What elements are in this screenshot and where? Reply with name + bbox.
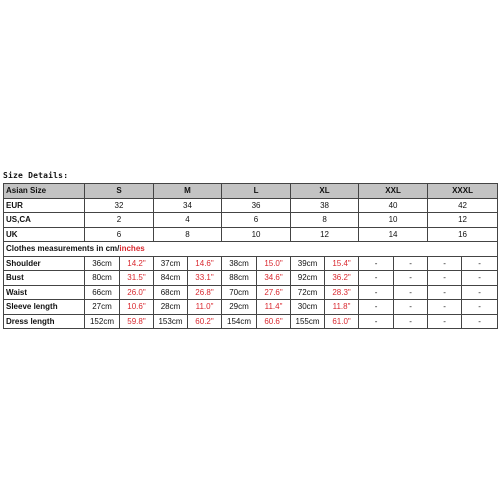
conversion-cell: 8 [154,227,222,242]
row-label: Waist [4,285,85,300]
size-header-cell: M [154,184,222,199]
cm-cell: 38cm [222,256,257,271]
inch-cell: 15.0" [257,256,291,271]
conversion-cell: 40 [359,198,428,213]
inch-cell: 10.6" [120,300,154,315]
empty-cell: - [359,256,394,271]
conversion-cell: 42 [428,198,498,213]
size-header-cell: S [85,184,154,199]
inch-cell: 15.4" [325,256,359,271]
empty-cell: - [394,314,428,329]
cm-cell: 66cm [85,285,120,300]
measurements-section-heading [4,242,498,257]
conversion-cell: 12 [428,213,498,228]
row-label: US,CA [4,213,85,228]
inch-cell: 60.2" [188,314,222,329]
cm-cell: 70cm [222,285,257,300]
conversion-cell: 34 [154,198,222,213]
size-header-cell: XL [291,184,359,199]
asian-size-label: Asian Size [4,184,85,199]
row-label: Dress length [4,314,85,329]
empty-cell: - [462,285,498,300]
cm-cell: 37cm [154,256,188,271]
measurement-row-shoulder [4,256,498,271]
inch-cell: 27.6" [257,285,291,300]
cm-cell: 30cm [291,300,325,315]
measurement-row-sleeve-length [4,300,498,315]
row-label: UK [4,227,85,242]
cm-cell: 92cm [291,271,325,286]
cm-cell: 28cm [154,300,188,315]
inch-cell: 61.0" [325,314,359,329]
measurement-row-bust [4,271,498,286]
conversion-row-us-ca [4,213,498,228]
cm-cell: 68cm [154,285,188,300]
row-label: Shoulder [4,256,85,271]
inch-cell: 60.6" [257,314,291,329]
empty-cell: - [428,285,462,300]
conversion-cell: 36 [222,198,291,213]
row-label: Sleeve length [4,300,85,315]
row-label: Bust [4,271,85,286]
conversion-cell: 14 [359,227,428,242]
empty-cell: - [359,300,394,315]
conversion-cell: 4 [154,213,222,228]
conversion-row-eur [4,198,498,213]
cm-cell: 154cm [222,314,257,329]
measurements-section-row [4,242,498,257]
inch-cell: 34.6" [257,271,291,286]
conversion-cell: 8 [291,213,359,228]
empty-cell: - [359,285,394,300]
cm-cell: 88cm [222,271,257,286]
section-prefix: Clothes measurements in cm/ [6,244,120,254]
cm-cell: 80cm [85,271,120,286]
conversion-cell: 38 [291,198,359,213]
conversion-cell: 6 [85,227,154,242]
empty-cell: - [462,300,498,315]
empty-cell: - [394,285,428,300]
cm-cell: 72cm [291,285,325,300]
inch-cell: 11.0" [188,300,222,315]
header-row [4,184,498,199]
size-header-cell: XXL [359,184,428,199]
cm-cell: 155cm [291,314,325,329]
empty-cell: - [359,271,394,286]
empty-cell: - [394,271,428,286]
empty-cell: - [428,271,462,286]
empty-cell: - [428,314,462,329]
conversion-cell: 32 [85,198,154,213]
conversion-row-uk [4,227,498,242]
size-details-title: Size Details: [3,171,69,180]
inch-cell: 26.0" [120,285,154,300]
inch-cell: 14.2" [120,256,154,271]
cm-cell: 84cm [154,271,188,286]
conversion-cell: 16 [428,227,498,242]
cm-cell: 36cm [85,256,120,271]
empty-cell: - [462,256,498,271]
inch-cell: 14.6" [188,256,222,271]
inch-cell: 11.4" [257,300,291,315]
inch-cell: 36.2" [325,271,359,286]
cm-cell: 29cm [222,300,257,315]
inch-cell: 11.8" [325,300,359,315]
section-suffix-inches: inches [119,244,145,254]
empty-cell: - [394,300,428,315]
empty-cell: - [462,314,498,329]
cm-cell: 39cm [291,256,325,271]
empty-cell: - [394,256,428,271]
inch-cell: 31.5" [120,271,154,286]
conversion-cell: 12 [291,227,359,242]
conversion-cell: 6 [222,213,291,228]
measurement-row-dress-length [4,314,498,329]
empty-cell: - [428,300,462,315]
cm-cell: 153cm [154,314,188,329]
inch-cell: 28.3" [325,285,359,300]
size-table [3,183,498,329]
size-header-cell: L [222,184,291,199]
size-header-cell: XXXL [428,184,498,199]
conversion-cell: 10 [222,227,291,242]
row-label: EUR [4,198,85,213]
cm-cell: 152cm [85,314,120,329]
inch-cell: 26.8" [188,285,222,300]
empty-cell: - [428,256,462,271]
measurement-row-waist [4,285,498,300]
cm-cell: 27cm [85,300,120,315]
conversion-cell: 10 [359,213,428,228]
empty-cell: - [462,271,498,286]
empty-cell: - [359,314,394,329]
inch-cell: 59.8" [120,314,154,329]
inch-cell: 33.1" [188,271,222,286]
conversion-cell: 2 [85,213,154,228]
